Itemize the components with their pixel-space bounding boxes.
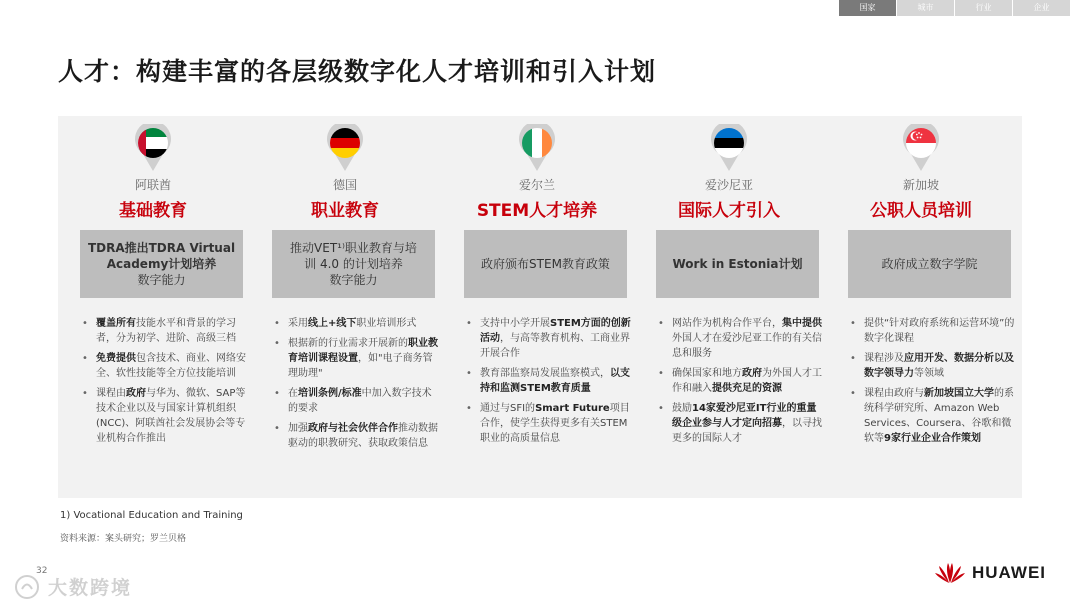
- initiative-box: [848, 230, 1011, 298]
- initiative-box: [464, 230, 627, 298]
- brand-logo: [934, 561, 1046, 585]
- initiative-box: [272, 230, 435, 298]
- country-label: 阿联酋: [134, 178, 171, 192]
- box-line: 推动VET¹⁾职业教育与培: [290, 241, 417, 255]
- list-item: • 教育部监察局发展监察模式，以支持和监测STEM教育质量: [464, 366, 632, 396]
- bullet-list: [464, 316, 632, 451]
- column-germany: [250, 116, 440, 498]
- column-heading: 基础教育: [119, 201, 187, 221]
- list-item: • 确保国家和地方政府为外国人才工作和融入提供充足的资源: [656, 366, 824, 396]
- tab-enterprise[interactable]: 企业: [1012, 0, 1070, 16]
- box-line: 数字能力: [329, 273, 378, 287]
- bullet-list: [80, 316, 248, 451]
- initiative-box: [656, 230, 819, 298]
- list-item: • 加强政府与社会伙伴合作推动数据驱动的职教研究、获取政策信息: [272, 421, 440, 451]
- box-line: 训 4.0 的计划培养: [304, 257, 403, 271]
- list-item: • 提供“针对政府系统和运营环境”的数字化课程: [848, 316, 1016, 346]
- tab-city[interactable]: 城市: [896, 0, 954, 16]
- column-uae: [58, 116, 248, 498]
- column-heading: STEM人才培养: [476, 201, 598, 221]
- list-item: • 网站作为机构合作平台，集中提供外国人才在爱沙尼亚工作的有关信息和服务: [656, 316, 824, 361]
- top-tabs: [838, 0, 1070, 16]
- list-item: • 根据新的行业需求开展新的职业教育培训课程设置，如"电子商务管理助理": [272, 336, 440, 381]
- list-item: • 鼓励14家爱沙尼亚IT行业的重量级企业参与人才定向招募，以寻找更多的国际人才: [656, 401, 824, 446]
- list-item: • 覆盖所有技能水平和背景的学习者，分为初学、进阶、高级三档: [80, 316, 248, 346]
- box-line: 数字能力: [137, 273, 186, 287]
- initiative-box: [80, 230, 243, 298]
- tab-industry[interactable]: 行业: [954, 0, 1012, 16]
- list-item: • 采用线上+线下职业培训形式: [272, 316, 440, 331]
- bullet-list: [656, 316, 824, 451]
- box-line: Academy计划培养: [106, 257, 217, 271]
- ireland-flag-icon: [516, 124, 558, 172]
- watermark-text: 大数跨境: [48, 577, 133, 599]
- column-ireland: [442, 116, 632, 498]
- country-label: 爱沙尼亚: [704, 178, 753, 192]
- watermark-logo-icon: [14, 574, 40, 600]
- uae-flag-icon: [132, 124, 174, 172]
- tab-country[interactable]: 国家: [838, 0, 896, 16]
- column-heading: 职业教育: [311, 201, 379, 221]
- watermark: [14, 573, 132, 600]
- list-item: • 免费提供包含技术、商业、网络安全、软性技能等全方位技能培训: [80, 351, 248, 381]
- estonia-flag-icon: [708, 124, 750, 172]
- germany-flag-icon: [324, 124, 366, 172]
- list-item: • 课程由政府与华为、微软、SAP等技术企业以及与国家计算机组织(NCC)、阿联酋社会发展协会等专业机构合作推出: [80, 386, 248, 446]
- column-singapore: [826, 116, 1016, 498]
- singapore-flag-icon: [900, 124, 942, 172]
- list-item: • 通过与SFI的Smart Future项目合作，使学生获得更多有关STEM职业的高质量信息: [464, 401, 632, 446]
- source-note: 资料来源：案头研究；罗兰贝格: [60, 534, 187, 544]
- column-estonia: [634, 116, 824, 498]
- page-title: 人才：构建丰富的各层级数字化人才培训和引入计划: [58, 57, 657, 86]
- country-label: 爱尔兰: [518, 178, 555, 192]
- column-heading: 公职人员培训: [870, 201, 972, 221]
- box-line: Work in Estonia计划: [672, 257, 803, 271]
- country-label: 德国: [332, 178, 357, 192]
- bullet-list: [272, 316, 440, 456]
- box-line: 政府成立数字学院: [881, 257, 978, 271]
- list-item: • 课程涉及应用开发、数据分析以及数字领导力等领域: [848, 351, 1016, 381]
- column-heading: 国际人才引入: [678, 201, 780, 221]
- list-item: • 在培训条例/标准中加入数字技术的要求: [272, 386, 440, 416]
- bullet-list: [848, 316, 1016, 451]
- box-line: 政府颁布STEM教育政策: [481, 257, 610, 271]
- footnote: 1) Vocational Education and Training: [60, 510, 243, 521]
- huawei-petal-icon: [934, 561, 966, 585]
- list-item: • 支持中小学开展STEM方面的创新活动，与高等教育机构、工商业界开展合作: [464, 316, 632, 361]
- page-number: 32: [36, 566, 48, 576]
- brand-name: HUAWEI: [972, 563, 1046, 582]
- country-label: 新加坡: [902, 178, 939, 192]
- box-line: TDRA推出TDRA Virtual: [87, 241, 236, 255]
- list-item: • 课程由政府与新加坡国立大学的系统科学研究所、Amazon Web Services、Coursera、谷歌和微软等9家行业企业合作策划: [848, 386, 1016, 446]
